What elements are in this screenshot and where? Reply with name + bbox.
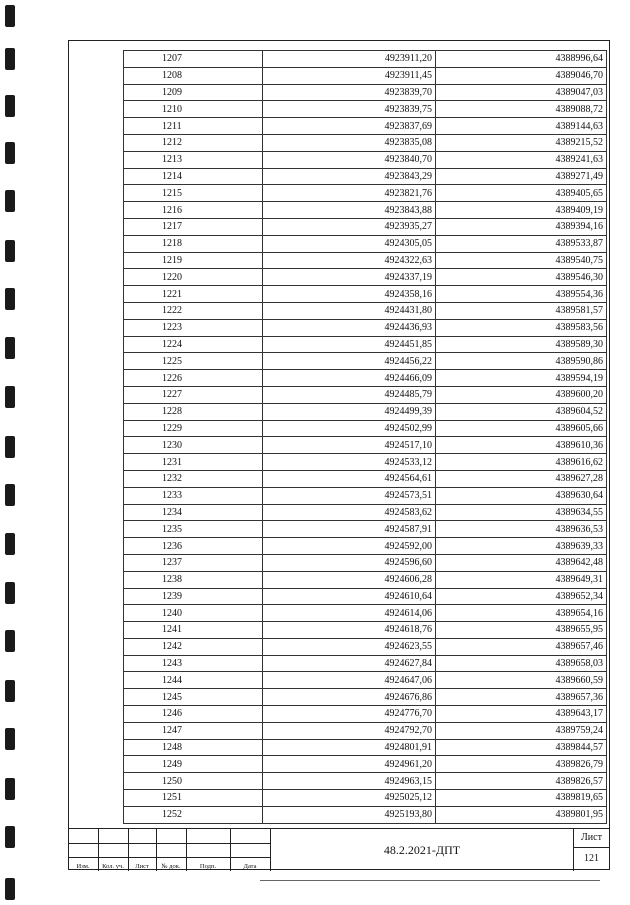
binder-hole [5,95,15,117]
binder-hole [5,142,15,164]
y-coordinate-cell: 4389581,57 [436,302,607,319]
y-coordinate-cell: 4389405,65 [436,185,607,202]
y-coordinate-cell: 4389589,30 [436,336,607,353]
binder-hole [5,778,15,800]
table-row [124,420,607,437]
table-row [124,51,607,68]
y-coordinate-cell: 4389046,70 [436,67,607,84]
point-number-cell: 1210 [124,101,263,118]
y-coordinate-cell: 4389630,64 [436,487,607,504]
x-coordinate-cell: 4924517,10 [263,437,436,454]
point-number-cell: 1225 [124,353,263,370]
y-coordinate-cell: 4389409,19 [436,202,607,219]
binder-hole [5,533,15,555]
point-number-cell: 1212 [124,134,263,151]
table-row [124,218,607,235]
y-coordinate-cell: 4389241,63 [436,151,607,168]
table-row [124,538,607,555]
point-number-cell: 1213 [124,151,263,168]
point-number-cell: 1231 [124,454,263,471]
x-coordinate-cell: 4923839,70 [263,84,436,101]
binder-hole [5,337,15,359]
table-row [124,67,607,84]
x-coordinate-cell: 4924610,64 [263,588,436,605]
binder-hole [5,48,15,70]
binder-hole [5,240,15,262]
point-number-cell: 1239 [124,588,263,605]
y-coordinate-cell: 4389639,33 [436,538,607,555]
x-coordinate-cell: 4924592,00 [263,538,436,555]
x-coordinate-cell: 4924466,09 [263,370,436,387]
y-coordinate-cell: 4389660,59 [436,672,607,689]
table-row [124,302,607,319]
x-coordinate-cell: 4923821,76 [263,185,436,202]
point-number-cell: 1247 [124,722,263,739]
grid-line [68,843,270,844]
table-row [124,504,607,521]
table-row [124,470,607,487]
table-row [124,571,607,588]
point-number-cell: 1209 [124,84,263,101]
point-number-cell: 1233 [124,487,263,504]
y-coordinate-cell: 4389636,53 [436,521,607,538]
y-coordinate-cell: 4389616,62 [436,454,607,471]
x-coordinate-cell: 4924963,15 [263,773,436,790]
title-block [68,828,610,871]
table-row [124,739,607,756]
y-coordinate-cell: 4389826,79 [436,756,607,773]
point-number-cell: 1235 [124,521,263,538]
point-number-cell: 1211 [124,118,263,135]
binder-hole [5,5,15,27]
table-row [124,286,607,303]
point-number-cell: 1241 [124,622,263,639]
y-coordinate-cell: 4389088,72 [436,101,607,118]
label-data: Дата [243,863,257,870]
x-coordinate-cell: 4924596,60 [263,554,436,571]
x-coordinate-cell: 4923843,29 [263,168,436,185]
x-coordinate-cell: 4924502,99 [263,420,436,437]
y-coordinate-cell: 4389610,36 [436,437,607,454]
x-coordinate-cell: 4924792,70 [263,722,436,739]
scan-edge-line [260,880,600,881]
point-number-cell: 1234 [124,504,263,521]
x-coordinate-cell: 4924776,70 [263,706,436,723]
y-coordinate-cell: 4389144,63 [436,118,607,135]
point-number-cell: 1244 [124,672,263,689]
point-number-cell: 1246 [124,706,263,723]
y-coordinate-cell: 4389546,30 [436,269,607,286]
table-row [124,101,607,118]
coordinates-table [123,50,607,824]
y-coordinate-cell: 4389658,03 [436,655,607,672]
y-coordinate-cell: 4389657,36 [436,689,607,706]
binder-hole [5,288,15,310]
table-row [124,202,607,219]
y-coordinate-cell: 4389605,66 [436,420,607,437]
point-number-cell: 1214 [124,168,263,185]
x-coordinate-cell: 4924564,61 [263,470,436,487]
x-coordinate-cell: 4924623,55 [263,638,436,655]
point-number-cell: 1216 [124,202,263,219]
x-coordinate-cell: 4924431,80 [263,302,436,319]
x-coordinate-cell: 4924499,39 [263,403,436,420]
table-row [124,790,607,807]
label-doc-no: № док. [161,863,181,870]
y-coordinate-cell: 4389642,48 [436,554,607,571]
point-number-cell: 1250 [124,773,263,790]
point-number-cell: 1242 [124,638,263,655]
x-coordinate-cell: 4923835,08 [263,134,436,151]
label-izm: Изм. [76,863,90,870]
point-number-cell: 1215 [124,185,263,202]
y-coordinate-cell: 4389540,75 [436,252,607,269]
point-number-cell: 1221 [124,286,263,303]
x-coordinate-cell: 4924587,91 [263,521,436,538]
table-row [124,672,607,689]
label-podp: Подп. [199,863,217,870]
point-number-cell: 1208 [124,67,263,84]
point-number-cell: 1236 [124,538,263,555]
x-coordinate-cell: 4923911,20 [263,51,436,68]
point-number-cell: 1224 [124,336,263,353]
point-number-cell: 1245 [124,689,263,706]
x-coordinate-cell: 4924305,05 [263,235,436,252]
point-number-cell: 1207 [124,51,263,68]
point-number-cell: 1226 [124,370,263,387]
binder-hole [5,630,15,652]
y-coordinate-cell: 4389844,57 [436,739,607,756]
table-row [124,151,607,168]
table-row [124,689,607,706]
y-coordinate-cell: 4389594,19 [436,370,607,387]
table-row [124,134,607,151]
table-row [124,521,607,538]
table-row [124,370,607,387]
x-coordinate-cell: 4923911,45 [263,67,436,84]
binder-hole [5,582,15,604]
y-coordinate-cell: 4389604,52 [436,403,607,420]
binder-hole [5,878,15,900]
binder-hole [5,826,15,848]
label-list: Лист [135,863,149,870]
point-number-cell: 1237 [124,554,263,571]
point-number-cell: 1248 [124,739,263,756]
point-number-cell: 1230 [124,437,263,454]
table-row [124,84,607,101]
y-coordinate-cell: 4389801,95 [436,806,607,823]
y-coordinate-cell: 4389394,16 [436,218,607,235]
table-row [124,605,607,622]
x-coordinate-cell: 4924606,28 [263,571,436,588]
table-row [124,168,607,185]
x-coordinate-cell: 4924627,84 [263,655,436,672]
point-number-cell: 1238 [124,571,263,588]
table-row [124,554,607,571]
x-coordinate-cell: 4924618,76 [263,622,436,639]
binder-hole [5,190,15,212]
x-coordinate-cell: 4924533,12 [263,454,436,471]
x-coordinate-cell: 4924647,06 [263,672,436,689]
point-number-cell: 1219 [124,252,263,269]
table-row [124,756,607,773]
table-row [124,185,607,202]
point-number-cell: 1222 [124,302,263,319]
table-row [124,454,607,471]
coordinates-table-body [124,51,607,824]
x-coordinate-cell: 4924614,06 [263,605,436,622]
y-coordinate-cell: 4389649,31 [436,571,607,588]
x-coordinate-cell: 4924451,85 [263,336,436,353]
table-row [124,437,607,454]
x-coordinate-cell: 4924573,51 [263,487,436,504]
x-coordinate-cell: 4924583,62 [263,504,436,521]
table-row [124,722,607,739]
table-row [124,806,607,823]
table-row [124,403,607,420]
sheet-label: Лист [573,829,610,848]
y-coordinate-cell: 4389643,17 [436,706,607,723]
x-coordinate-cell: 4924485,79 [263,386,436,403]
table-row [124,235,607,252]
x-coordinate-cell: 4924961,20 [263,756,436,773]
point-number-cell: 1223 [124,319,263,336]
table-row [124,622,607,639]
point-number-cell: 1220 [124,269,263,286]
label-kol-uch: Кол. уч. [102,863,124,870]
x-coordinate-cell: 4924337,19 [263,269,436,286]
table-row [124,588,607,605]
point-number-cell: 1243 [124,655,263,672]
table-row [124,706,607,723]
x-coordinate-cell: 4924801,91 [263,739,436,756]
revision-grid [68,829,270,871]
table-row [124,353,607,370]
binder-hole [5,728,15,750]
x-coordinate-cell: 4923839,75 [263,101,436,118]
x-coordinate-cell: 4925193,80 [263,806,436,823]
point-number-cell: 1252 [124,806,263,823]
x-coordinate-cell: 4925025,12 [263,790,436,807]
y-coordinate-cell: 4389554,36 [436,286,607,303]
point-number-cell: 1229 [124,420,263,437]
point-number-cell: 1227 [124,386,263,403]
table-row [124,118,607,135]
y-coordinate-cell: 4389655,95 [436,622,607,639]
point-number-cell: 1249 [124,756,263,773]
y-coordinate-cell: 4389590,86 [436,353,607,370]
table-row [124,655,607,672]
x-coordinate-cell: 4924322,63 [263,252,436,269]
y-coordinate-cell: 4389819,65 [436,790,607,807]
point-number-cell: 1218 [124,235,263,252]
x-coordinate-cell: 4923935,27 [263,218,436,235]
table-row [124,386,607,403]
document-code: 48.2.2021-ДПТ [270,829,574,871]
point-number-cell: 1240 [124,605,263,622]
y-coordinate-cell: 4389600,20 [436,386,607,403]
table-row [124,638,607,655]
x-coordinate-cell: 4923840,70 [263,151,436,168]
table-row [124,336,607,353]
table-row [124,269,607,286]
y-coordinate-cell: 4389627,28 [436,470,607,487]
x-coordinate-cell: 4923843,88 [263,202,436,219]
grid-line [68,857,270,858]
binder-hole [5,386,15,408]
y-coordinate-cell: 4389652,34 [436,588,607,605]
point-number-cell: 1228 [124,403,263,420]
y-coordinate-cell: 4389047,03 [436,84,607,101]
binder-hole [5,484,15,506]
x-coordinate-cell: 4924456,22 [263,353,436,370]
x-coordinate-cell: 4924436,93 [263,319,436,336]
table-row [124,319,607,336]
y-coordinate-cell: 4389654,16 [436,605,607,622]
table-row [124,252,607,269]
y-coordinate-cell: 4389583,56 [436,319,607,336]
y-coordinate-cell: 4389533,87 [436,235,607,252]
point-number-cell: 1217 [124,218,263,235]
sheet-number: 121 [584,853,599,864]
y-coordinate-cell: 4388996,64 [436,51,607,68]
y-coordinate-cell: 4389657,46 [436,638,607,655]
binder-hole [5,680,15,702]
point-number-cell: 1251 [124,790,263,807]
x-coordinate-cell: 4924358,16 [263,286,436,303]
y-coordinate-cell: 4389271,49 [436,168,607,185]
table-row [124,773,607,790]
y-coordinate-cell: 4389759,24 [436,722,607,739]
x-coordinate-cell: 4924676,86 [263,689,436,706]
x-coordinate-cell: 4923837,69 [263,118,436,135]
y-coordinate-cell: 4389634,55 [436,504,607,521]
y-coordinate-cell: 4389826,57 [436,773,607,790]
table-row [124,487,607,504]
y-coordinate-cell: 4389215,52 [436,134,607,151]
binder-hole [5,436,15,458]
point-number-cell: 1232 [124,470,263,487]
